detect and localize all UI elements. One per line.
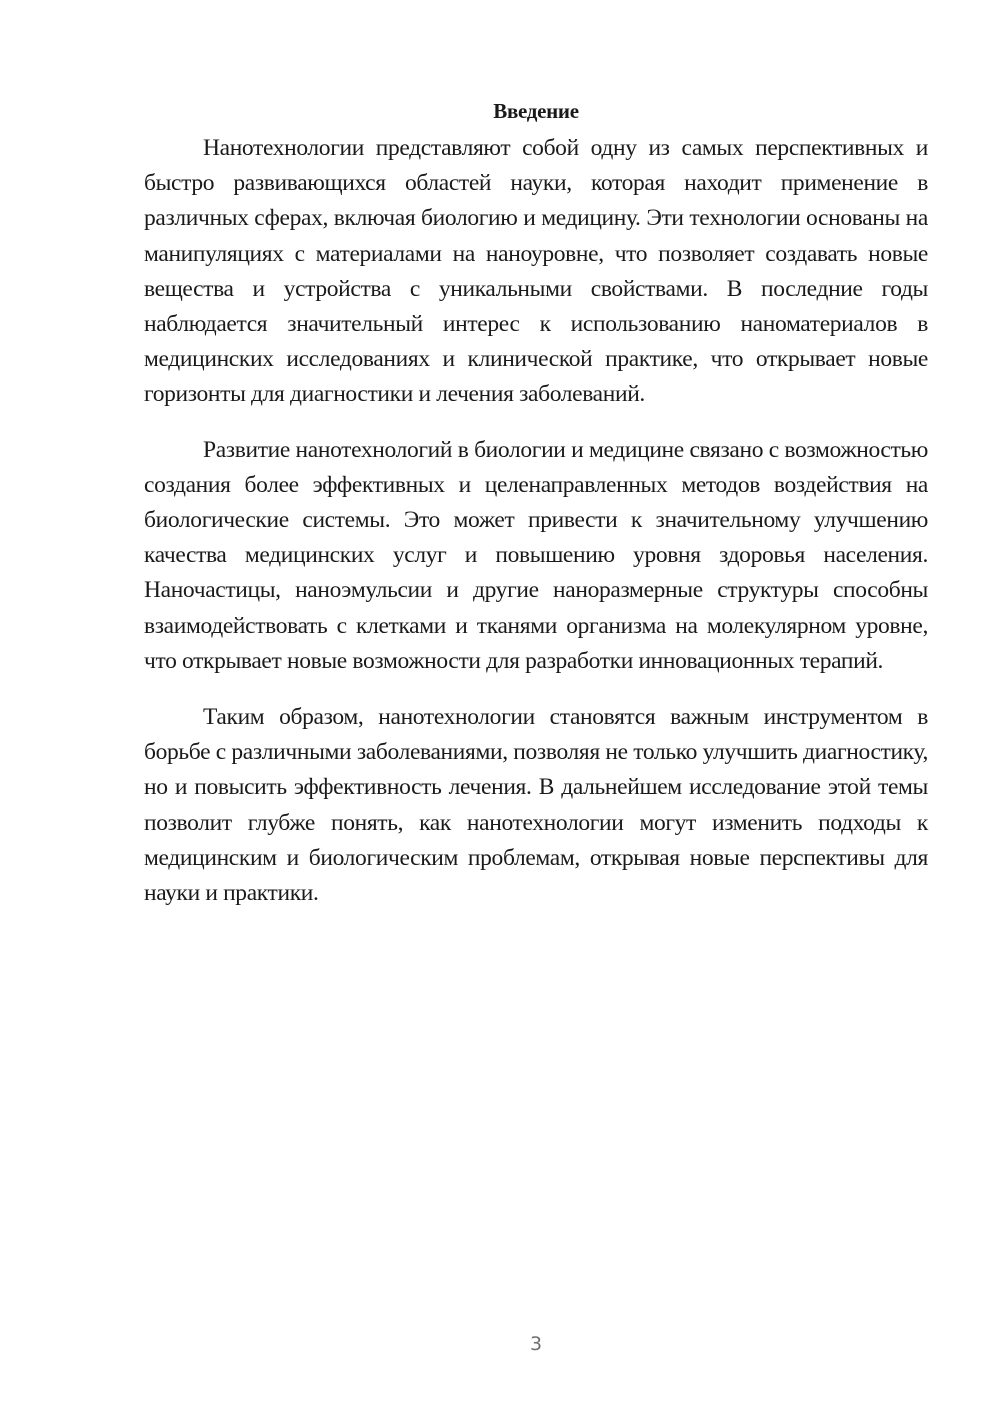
section-heading: Введение xyxy=(493,99,579,123)
paragraph-2: Развитие нанотехнологий в биологии и медицине связано с возможностью создания более эффективных и целенаправленных методов воздействия на биологические системы. Это может привести к значительному улучшению качества медицинских услуг и повышению уровня здоровья населения. Наночастицы, наноэмульсии и другие наноразмерные структуры способны взаимодействовать с клетками и тканями организма на молекулярном уровне, что открывает новые возможности для разработки инновационных терапий. xyxy=(144,436,928,674)
page-content xyxy=(144,96,928,932)
paragraph-1: Нанотехнологии представляют собой одну из самых перспективных и быстро развивающихся областей науки, которая находит применение в различных сферах, включая биологию и медицину. Эти технологии основаны на манипуляциях с материалами на наноуровне, что позволяет создавать новые вещества и устройства с уникальными свойствами. В последние годы наблюдается значительный интерес к использованию наноматериалов в медицинских исследованиях и клинической практике, что открывает новые горизонты для диагностики и лечения заболеваний. xyxy=(144,135,928,408)
paragraph-3: Таким образом, нанотехнологии становятся важным инструментом в борьбе с различными заболеваниями, позволяя не только улучшить диагностику, но и повысить эффективность лечения. В дальнейшем исследование этой темы позволит глубже понять, как нанотехнологии могут изменить подходы к медицинским и биологическим проблемам, открывая новые перспективы для науки и практики. xyxy=(144,704,928,907)
page-number: 3 xyxy=(529,1333,543,1355)
